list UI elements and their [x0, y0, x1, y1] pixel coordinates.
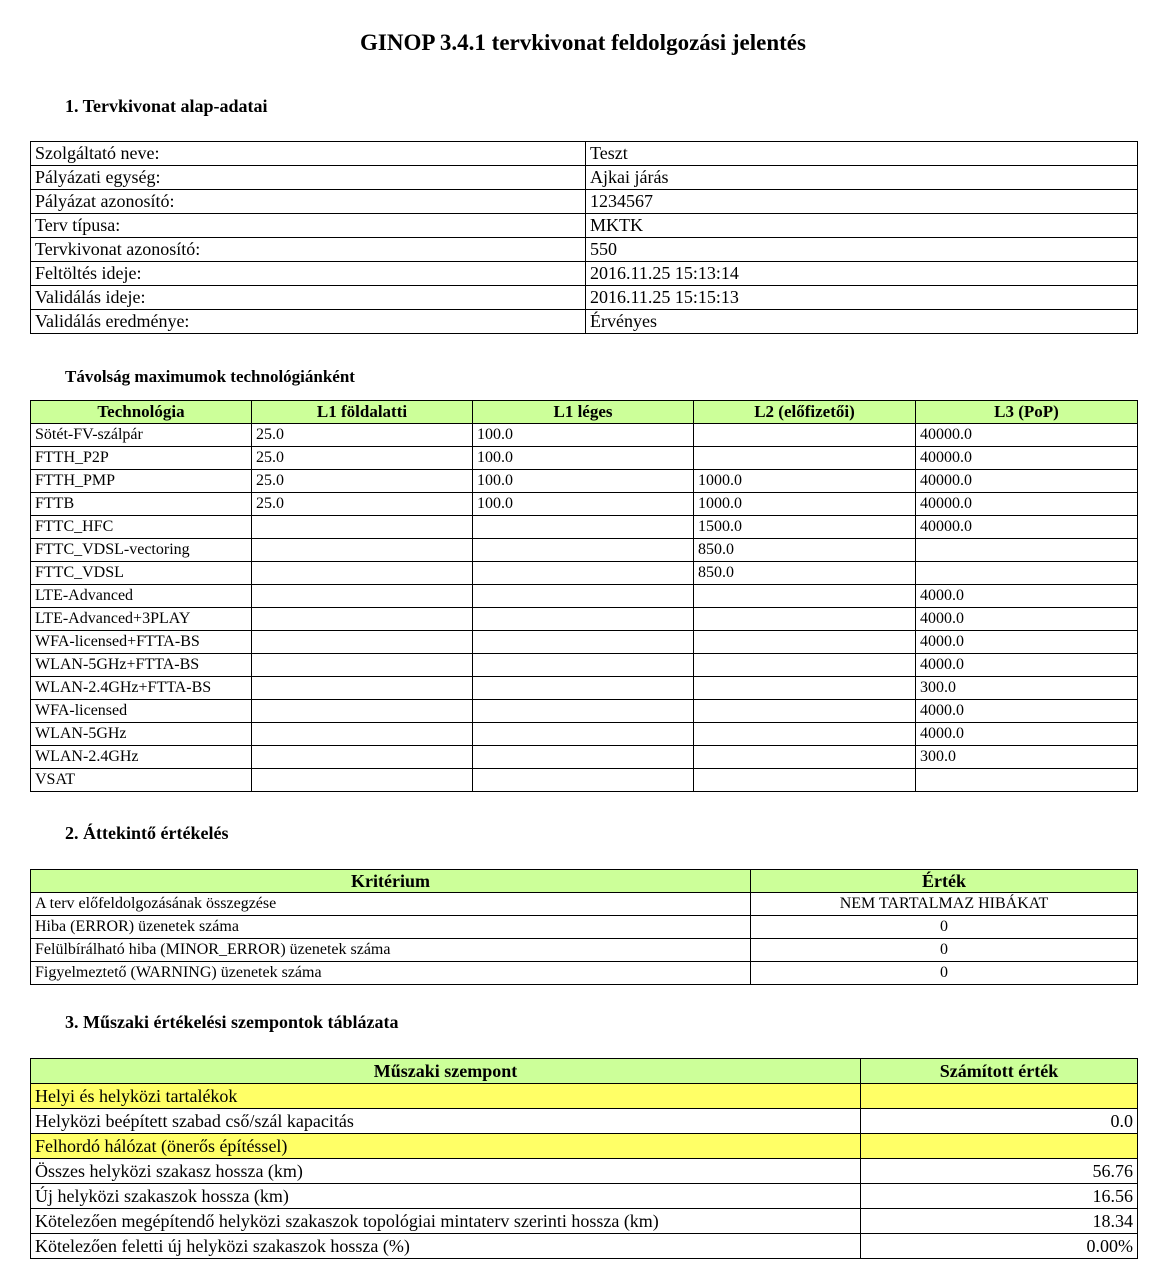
distance-value-cell	[473, 608, 694, 631]
distance-value-cell	[694, 700, 916, 723]
field-label: Terv típusa:	[31, 214, 586, 238]
criterion-cell: Helyi és helyközi tartalékok	[31, 1084, 861, 1109]
distance-value-cell	[694, 608, 916, 631]
field-label: Tervkivonat azonosító:	[31, 238, 586, 262]
technology-cell: Sötét-FV-szálpár	[31, 424, 252, 447]
column-header: Műszaki szempont	[31, 1059, 861, 1084]
distance-table-title: Távolság maximumok technológiánként	[65, 367, 355, 386]
distance-value-cell: 25.0	[252, 470, 473, 493]
distance-value-cell: 4000.0	[916, 585, 1138, 608]
column-header: L1 léges	[473, 401, 694, 424]
distance-value-cell: 4000.0	[916, 631, 1138, 654]
distance-value-cell	[694, 585, 916, 608]
distance-value-cell	[473, 585, 694, 608]
table-row	[31, 262, 1138, 286]
distance-value-cell: 40000.0	[916, 516, 1138, 539]
distance-value-cell: 25.0	[252, 424, 473, 447]
table-row	[31, 1159, 1138, 1184]
distance-value-cell: 1000.0	[694, 493, 916, 516]
technology-cell: FTTC_HFC	[31, 516, 252, 539]
table-row	[31, 190, 1138, 214]
distance-value-cell	[916, 562, 1138, 585]
distance-value-cell	[252, 677, 473, 700]
distance-value-cell: 850.0	[694, 562, 916, 585]
distance-value-cell	[694, 677, 916, 700]
distance-value-cell	[252, 723, 473, 746]
technology-cell: FTTC_VDSL	[31, 562, 252, 585]
criterion-cell: A terv előfeldolgozásának összegzése	[31, 893, 751, 916]
computed-value-cell	[861, 1084, 1138, 1109]
table-row	[31, 1234, 1138, 1259]
field-value: 550	[586, 238, 1138, 262]
distance-value-cell: 100.0	[473, 424, 694, 447]
group-row	[31, 1084, 1138, 1109]
table-row	[31, 447, 1138, 470]
distance-value-cell	[473, 516, 694, 539]
distance-value-cell	[473, 631, 694, 654]
distance-value-cell: 850.0	[694, 539, 916, 562]
field-value: Érvényes	[586, 310, 1138, 334]
table-row	[31, 1109, 1138, 1134]
distance-value-cell	[473, 700, 694, 723]
distance-value-cell	[473, 562, 694, 585]
table-row	[31, 539, 1138, 562]
computed-value-cell: 18.34	[861, 1209, 1138, 1234]
criterion-cell: Figyelmeztető (WARNING) üzenetek száma	[31, 962, 751, 985]
column-header: Számított érték	[861, 1059, 1138, 1084]
technology-cell: FTTC_VDSL-vectoring	[31, 539, 252, 562]
table-row	[31, 962, 1138, 985]
criterion-cell: Felülbírálható hiba (MINOR_ERROR) üzenetek száma	[31, 939, 751, 962]
distance-value-cell: 25.0	[252, 447, 473, 470]
table-header-row	[31, 401, 1138, 424]
technology-cell: LTE-Advanced	[31, 585, 252, 608]
field-value: 2016.11.25 15:15:13	[586, 286, 1138, 310]
criterion-cell: Új helyközi szakaszok hossza (km)	[31, 1184, 861, 1209]
field-value: Teszt	[586, 142, 1138, 166]
computed-value-cell	[861, 1134, 1138, 1159]
distance-value-cell: 4000.0	[916, 654, 1138, 677]
distance-value-cell	[694, 424, 916, 447]
distance-value-cell	[694, 746, 916, 769]
table-row	[31, 166, 1138, 190]
column-header: L2 (előfizetői)	[694, 401, 916, 424]
distance-value-cell	[252, 516, 473, 539]
criterion-cell: Összes helyközi szakasz hossza (km)	[31, 1159, 861, 1184]
table-row	[31, 310, 1138, 334]
criterion-cell: Hiba (ERROR) üzenetek száma	[31, 916, 751, 939]
table-header-row	[31, 870, 1138, 893]
table-row	[31, 470, 1138, 493]
technology-cell: WLAN-2.4GHz+FTTA-BS	[31, 677, 252, 700]
distance-value-cell	[473, 677, 694, 700]
table-row	[31, 562, 1138, 585]
field-label: Validálás ideje:	[31, 286, 586, 310]
technology-cell: WLAN-2.4GHz	[31, 746, 252, 769]
distance-value-cell: 4000.0	[916, 700, 1138, 723]
distance-value-cell	[694, 723, 916, 746]
field-label: Pályázati egység:	[31, 166, 586, 190]
distance-value-cell	[252, 700, 473, 723]
page-title: GINOP 3.4.1 tervkivonat feldolgozási jelentés	[360, 30, 806, 55]
distance-value-cell: 4000.0	[916, 608, 1138, 631]
value-cell: 0	[751, 962, 1138, 985]
field-label: Pályázat azonosító:	[31, 190, 586, 214]
distance-value-cell	[252, 539, 473, 562]
distance-value-cell	[252, 769, 473, 792]
table-row	[31, 939, 1138, 962]
table-header-row	[31, 1059, 1138, 1084]
value-cell: 0	[751, 916, 1138, 939]
technology-cell: WFA-licensed	[31, 700, 252, 723]
section-1-title: 1. Tervkivonat alap-adatai	[65, 96, 268, 116]
distance-value-cell: 300.0	[916, 746, 1138, 769]
table-row	[31, 677, 1138, 700]
value-cell: 0	[751, 939, 1138, 962]
table-row	[31, 142, 1138, 166]
table-row	[31, 769, 1138, 792]
technology-cell: WLAN-5GHz+FTTA-BS	[31, 654, 252, 677]
distance-value-cell	[694, 654, 916, 677]
table-row	[31, 286, 1138, 310]
base-data-table	[30, 141, 1138, 334]
criterion-cell: Kötelezően megépítendő helyközi szakaszok topológiai mintaterv szerinti hossza (km)	[31, 1209, 861, 1234]
distance-value-cell: 40000.0	[916, 447, 1138, 470]
distance-value-cell: 1000.0	[694, 470, 916, 493]
technical-table	[30, 1058, 1138, 1259]
distance-value-cell: 40000.0	[916, 470, 1138, 493]
column-header: Kritérium	[31, 870, 751, 893]
criterion-cell: Felhordó hálózat (önerős építéssel)	[31, 1134, 861, 1159]
distance-value-cell: 100.0	[473, 447, 694, 470]
table-row	[31, 238, 1138, 262]
value-cell: NEM TARTALMAZ HIBÁKAT	[751, 893, 1138, 916]
distance-value-cell	[694, 769, 916, 792]
column-header: L3 (PoP)	[916, 401, 1138, 424]
field-value: Ajkai járás	[586, 166, 1138, 190]
distance-value-cell: 40000.0	[916, 493, 1138, 516]
table-row	[31, 654, 1138, 677]
table-row	[31, 893, 1138, 916]
field-value: 1234567	[586, 190, 1138, 214]
technology-cell: FTTH_PMP	[31, 470, 252, 493]
distance-value-cell	[252, 585, 473, 608]
technology-cell: LTE-Advanced+3PLAY	[31, 608, 252, 631]
table-row	[31, 516, 1138, 539]
overview-table	[30, 869, 1138, 985]
table-row	[31, 700, 1138, 723]
distance-value-cell	[473, 654, 694, 677]
distance-value-cell	[916, 769, 1138, 792]
table-row	[31, 746, 1138, 769]
computed-value-cell: 56.76	[861, 1159, 1138, 1184]
table-row	[31, 608, 1138, 631]
table-row	[31, 493, 1138, 516]
group-row	[31, 1134, 1138, 1159]
field-value: 2016.11.25 15:13:14	[586, 262, 1138, 286]
technology-cell: WLAN-5GHz	[31, 723, 252, 746]
table-row	[31, 214, 1138, 238]
distance-value-cell	[252, 562, 473, 585]
computed-value-cell: 16.56	[861, 1184, 1138, 1209]
technology-cell: VSAT	[31, 769, 252, 792]
table-row	[31, 916, 1138, 939]
distance-value-cell	[473, 746, 694, 769]
criterion-cell: Helyközi beépített szabad cső/szál kapacitás	[31, 1109, 861, 1134]
distance-value-cell	[473, 723, 694, 746]
distance-value-cell: 100.0	[473, 470, 694, 493]
column-header: Technológia	[31, 401, 252, 424]
distance-value-cell: 4000.0	[916, 723, 1138, 746]
distance-value-cell: 25.0	[252, 493, 473, 516]
column-header: Érték	[751, 870, 1138, 893]
field-label: Feltöltés ideje:	[31, 262, 586, 286]
distance-value-cell	[694, 447, 916, 470]
distance-value-cell	[473, 539, 694, 562]
column-header: L1 földalatti	[252, 401, 473, 424]
distance-value-cell: 300.0	[916, 677, 1138, 700]
distance-value-cell	[252, 631, 473, 654]
distance-value-cell: 40000.0	[916, 424, 1138, 447]
technology-cell: WFA-licensed+FTTA-BS	[31, 631, 252, 654]
distance-value-cell: 1500.0	[694, 516, 916, 539]
field-value: MKTK	[586, 214, 1138, 238]
field-label: Szolgáltató neve:	[31, 142, 586, 166]
table-row	[31, 585, 1138, 608]
computed-value-cell: 0.0	[861, 1109, 1138, 1134]
table-row	[31, 424, 1138, 447]
distance-value-cell	[252, 608, 473, 631]
criterion-cell: Kötelezően feletti új helyközi szakaszok hossza (%)	[31, 1234, 861, 1259]
distance-table	[30, 400, 1138, 792]
table-row	[31, 1209, 1138, 1234]
section-2-title: 2. Áttekintő értékelés	[65, 823, 229, 843]
distance-value-cell	[916, 539, 1138, 562]
distance-value-cell	[252, 746, 473, 769]
field-label: Validálás eredménye:	[31, 310, 586, 334]
table-row	[31, 631, 1138, 654]
technology-cell: FTTH_P2P	[31, 447, 252, 470]
distance-value-cell: 100.0	[473, 493, 694, 516]
table-row	[31, 1184, 1138, 1209]
section-3-title: 3. Műszaki értékelési szempontok táblázata	[65, 1012, 399, 1032]
computed-value-cell: 0.00%	[861, 1234, 1138, 1259]
table-row	[31, 723, 1138, 746]
technology-cell: FTTB	[31, 493, 252, 516]
distance-value-cell	[473, 769, 694, 792]
distance-value-cell	[694, 631, 916, 654]
distance-value-cell	[252, 654, 473, 677]
